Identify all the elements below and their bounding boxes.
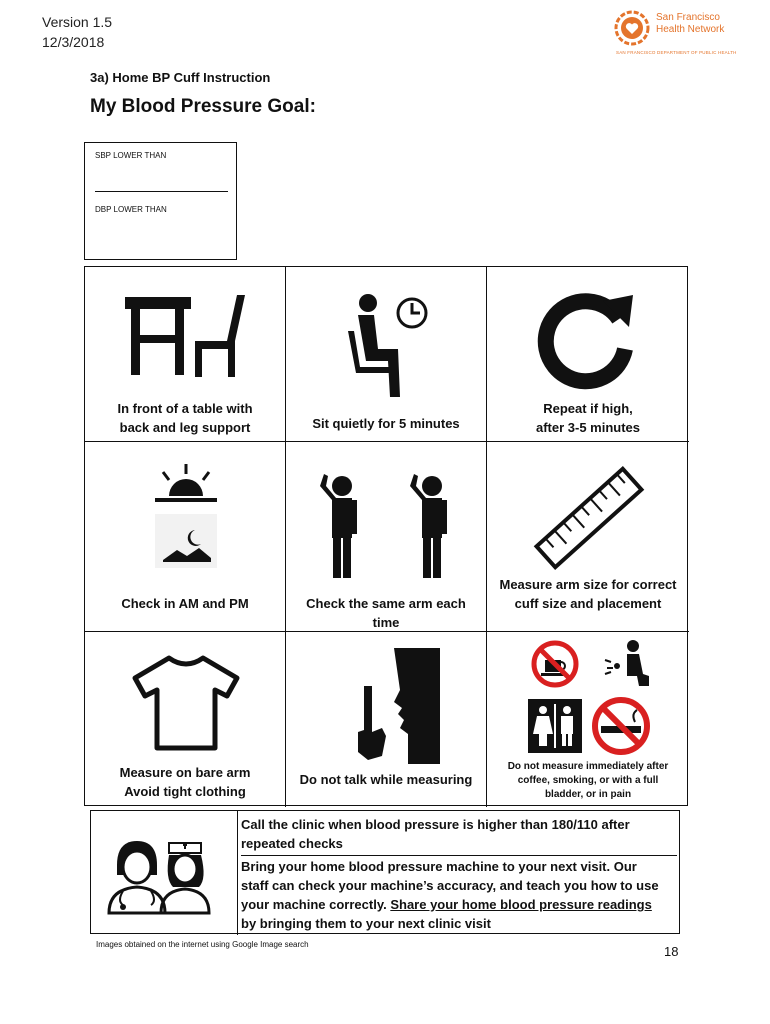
footer-note: Images obtained on the internet using Google Image search (96, 940, 309, 949)
heart-logo-icon (614, 10, 650, 46)
sfhn-logo (612, 10, 737, 58)
notice-line: repeated checks (241, 836, 343, 851)
instruction-avoid-before (487, 632, 689, 807)
notice-text (241, 815, 677, 933)
notice-line: by bringing them to your next clinic visit (241, 916, 491, 931)
notice-line: Call the clinic when blood pressure is higher than 180/110 after (241, 817, 630, 832)
instruction-sit-quietly (286, 267, 487, 442)
repeat-arrow-icon (533, 287, 643, 397)
caption: Sit quietly for 5 minutes (312, 416, 460, 431)
version-block (42, 12, 112, 52)
raised-arm-person-icon (316, 472, 456, 582)
caption: Measure on bare arm Avoid tight clothing (119, 765, 251, 799)
notice-line: staff can check your machine’s accuracy, and teach you how to use (241, 878, 659, 893)
logo-name: San Francisco Health Network (656, 12, 725, 35)
instruction-repeat (487, 267, 689, 442)
t-shirt-icon (131, 652, 241, 752)
instruction-am-pm (85, 442, 286, 632)
no-coffee-icon (531, 640, 579, 688)
caption: Measure arm size for correct cuff size and placement (499, 577, 677, 611)
notice-divider (237, 811, 238, 935)
dbp-label: DBP LOWER THAN (95, 205, 167, 214)
sbp-label: SBP LOWER THAN (95, 151, 167, 160)
instruction-no-talking (286, 632, 487, 807)
logo-subtitle: SAN FRANCISCO DEPARTMENT OF PUBLIC HEALTH (616, 50, 737, 55)
ruler-icon (529, 458, 649, 578)
caption: Check the same arm each time (306, 596, 466, 630)
notice-rule (241, 855, 677, 856)
no-smoking-icon (591, 696, 651, 756)
clinic-notice-box (90, 810, 680, 934)
sunrise-moon-icon (151, 460, 221, 570)
caption: Repeat if high, after 3-5 minutes (535, 401, 641, 435)
goal-title: My Blood Pressure Goal: (90, 96, 316, 117)
instruction-arm-size (487, 442, 689, 632)
instruction-grid (84, 266, 688, 806)
date-text: 12/3/2018 (42, 34, 105, 50)
caption: In front of a table with back and leg support (117, 401, 253, 435)
instruction-bare-arm (85, 632, 286, 807)
caption: Check in AM and PM (121, 596, 249, 611)
shush-face-icon (342, 646, 442, 766)
restroom-icon (527, 698, 583, 754)
page-number: 18 (664, 944, 679, 959)
caption: Do not talk while measuring (299, 772, 473, 787)
notice-line: Bring your home blood pressure machine to your next visit. Our (241, 859, 637, 874)
doctor-nurse-icon (103, 835, 223, 915)
share-readings-text: Share your home blood pressure readings (390, 897, 652, 912)
version-text: Version 1.5 (42, 14, 113, 30)
sbp-entry-line[interactable] (95, 191, 228, 192)
caption: Do not measure immediately after coffee, smoking, or with a full bladder, or in pain (507, 761, 669, 800)
instruction-same-arm (286, 442, 487, 632)
goal-box (84, 142, 237, 260)
seated-person-clock-icon (336, 291, 436, 401)
section-title: 3a) Home BP Cuff Instruction (90, 70, 271, 85)
instruction-table-support (85, 267, 286, 442)
notice-line: your machine correctly. Share your home blood pressure readings (241, 897, 652, 912)
in-pain-person-icon (597, 638, 657, 688)
table-chair-icon (121, 291, 251, 381)
